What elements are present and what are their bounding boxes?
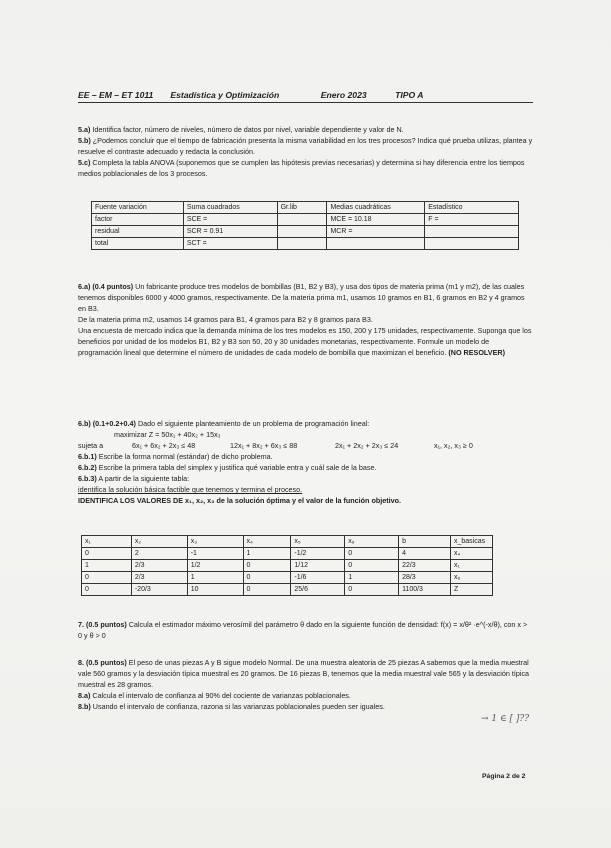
- table-header-cell: x₁: [82, 536, 132, 548]
- table-cell: [277, 238, 327, 250]
- table-cell: 2/3: [131, 560, 187, 572]
- table-row: [82, 560, 493, 572]
- table-cell: x₁: [450, 560, 492, 572]
- table-cell: SCE =: [183, 214, 277, 226]
- table-row: [92, 214, 519, 226]
- table-cell: 0: [243, 560, 291, 572]
- q6a-m2-text: De la materia prima m2, usamos 14 gramos para B1, 4 gramos para B2 y 8 gramos para B3.: [78, 315, 373, 324]
- table-cell: Z: [450, 584, 492, 596]
- table-header-cell: x₆: [345, 536, 399, 548]
- table-cell: 1/12: [291, 560, 345, 572]
- table-header-cell: x₅: [291, 536, 345, 548]
- table-cell: MCE = 10.18: [327, 214, 425, 226]
- exam-date: Enero 2023: [320, 90, 367, 100]
- page-number: Página 2 de 2: [482, 773, 526, 780]
- table-cell: x₄: [450, 548, 492, 560]
- table-header-cell: Gr.lib: [277, 202, 327, 214]
- constraints-row: sujeta a 6x₁ + 6x₂ + 2x₃ ≤ 48 12x₁ + 8x₂ + 6x₃ ≤ 88 2x₁ + 2x₂ + 2x₃ ≤ 24 x₁, x₂, x₃ ≥ 0: [78, 441, 473, 450]
- question-8: 8. (0.5 puntos) El peso de unas piezas A y B sigue modelo Normal. De una muestra aleatoria de 25 piezas A sabemos que la media muestral vale 560 gramos y la desviación típica muestral es 20 gramos. De 16 piezas B, tenemos que la media muestral vale 565 y la desviación típica muestral es 28 gramos. 8.a) Calcula el intervalo de confianza al 90% del cociente de varianzas poblacionales. 8.b) Usando el intervalo de confianza, razona si las varianzas poblacionales pueden ser iguales.: [78, 658, 530, 711]
- q5c: 5.c) Completa la tabla ANOVA (suponemos que se cumplen las hipótesis previas necesarias) y determina si hay diferencia entre los tiempos medios poblacionales de los 3 procesos.: [78, 158, 525, 178]
- table-header-cell: x₂: [131, 536, 187, 548]
- table-cell: 2/3: [131, 572, 187, 584]
- table-cell: [327, 238, 425, 250]
- q6a-market: Una encuesta de mercado indica que la demanda mínima de los tres modelos es 150, 200 y 175 unidades, respectivamente. Suponga que los beneficios por unidad de los modelos B1, B2 y B3 son 50, 20 y 30 unidades monetarias, respectivamente. Formule un modelo de programación lineal que determine el número de unidades de cada modelo de bombilla que maximizan el beneficio. (NO RESOLVER): [78, 326, 532, 357]
- question-7: 7. (0.5 puntos) Calcula el estimador máximo verosímil del parámetro θ dado en la siguiente función de densidad: f(x) = x/θ² ·e^(-x/θ), con x > 0 y θ > 0: [78, 620, 528, 640]
- exam-type: TIPO A: [395, 90, 424, 100]
- q5a: 5.a) Identifica factor, número de niveles, número de datos por nivel, variable dependiente y valor de N.: [78, 125, 404, 134]
- table-cell: 1: [187, 572, 243, 584]
- anova-table: [91, 201, 519, 250]
- table-cell: 0: [243, 572, 291, 584]
- table-header-cell: Suma cuadrados: [183, 202, 277, 214]
- table-cell: 0: [345, 560, 399, 572]
- table-cell: total: [92, 238, 184, 250]
- table-cell: 0: [345, 584, 399, 596]
- table-cell: 1: [345, 572, 399, 584]
- density-formula: f(x) = x/θ² ·e^(-x/θ), con x > 0 y θ > 0: [78, 620, 528, 640]
- question-5: [78, 124, 533, 179]
- table-cell: factor: [92, 214, 184, 226]
- table-cell: F =: [425, 214, 519, 226]
- table-row: [92, 238, 519, 250]
- subject-title: Estadística y Optimización: [170, 90, 280, 100]
- table-cell: 2: [131, 548, 187, 560]
- table-cell: SCT =: [183, 238, 277, 250]
- table-cell: [277, 214, 327, 226]
- table-cell: x₆: [450, 572, 492, 584]
- table-cell: 1/2: [187, 560, 243, 572]
- table-cell: 0: [82, 572, 132, 584]
- table-header-cell: Fuente variación: [92, 202, 184, 214]
- table-cell: [425, 238, 519, 250]
- table-cell: 10: [187, 584, 243, 596]
- table-cell: 1100/3: [399, 584, 451, 596]
- question-6a: 6.a) (0.4 puntos) Un fabricante produce tres modelos de bombillas (B1, B2 y B3), y usa dos tipos de materia prima (m1 y m2), de las cuales tenemos disponibles 6000 y 4000 gramos, respectivamente. De la materia prima m1, usamos 10 gramos en B1, 6 gramos en B2 y 4 gramos en B3. De la materia prima m2, usamos 14 gramos para B1, 4 gramos para B2 y 8 gramos para B3. Una encuesta de mercado indica que la demanda mínima de los tres modelos es 150, 200 y 175 unidades, respectivamente. Suponga que los beneficios por unidad de los modelos B1, B2 y B3 son 50, 20 y 30 unidades monetarias, respectivamente. Formule un modelo de programación lineal que determine el número de unidades de cada modelo de bombilla que maximizan el beneficio. (NO RESOLVER): [78, 282, 532, 357]
- handwritten-note: → 1 ∈ [ ]??: [481, 714, 530, 724]
- table-cell: 0: [82, 584, 132, 596]
- table-cell: 22/3: [399, 560, 451, 572]
- table-cell: 0: [243, 584, 291, 596]
- table-header-cell: x₃: [187, 536, 243, 548]
- question-6b: 6.b) (0.1+0.2+0.4) Dado el siguiente planteamiento de un problema de programación lineal: maximizar Z = 50x₁ + 40x₂ + 15x₃ sujeta a 6x₁ + 6x₂ + 2x₃ ≤ 48 12x₁ + 8x₂ + 6x₃ ≤ 88 2x₁ + 2x₂ + 2x₃ ≤ 24 x₁, x₂, x₃ ≥ 0 6.b.1) Escribe la forma normal (estándar) de dicho problema. 6.b.2) Escribe la primera tabla del simplex y justifica qué variable entra y cuál sale de la base. 6.b.3) A partir de la siguiente tabla: identifica la solución básica factible que tenemos y termina el proceso. IDENTIFICA LOS VALORES DE x₁, x₂, x₃ de la solución óptima y el valor de la función objetivo.: [78, 418, 533, 506]
- table-cell: MCR =: [327, 226, 425, 238]
- table-header-cell: Medias cuadráticas: [327, 202, 425, 214]
- table-cell: 4: [399, 548, 451, 560]
- table-header-cell: b: [399, 536, 451, 548]
- table-cell: 28/3: [399, 572, 451, 584]
- table-cell: 0: [82, 548, 132, 560]
- table-cell: -1: [187, 548, 243, 560]
- table-header-row: [92, 202, 519, 214]
- table-cell: 1: [82, 560, 132, 572]
- course-code: EE – EM – ET 1011: [78, 90, 154, 100]
- table-header-cell: Estadístico: [425, 202, 519, 214]
- simplex-table: [81, 535, 493, 596]
- table-cell: residual: [92, 226, 184, 238]
- table-row: [82, 584, 493, 596]
- exam-header: [78, 90, 533, 103]
- table-header-cell: x₄: [243, 536, 291, 548]
- table-cell: 0: [345, 548, 399, 560]
- table-cell: [277, 226, 327, 238]
- table-row: [92, 226, 519, 238]
- table-cell: 25/6: [291, 584, 345, 596]
- table-header-row: [82, 536, 493, 548]
- table-cell: [425, 226, 519, 238]
- table-row: [82, 572, 493, 584]
- table-header-cell: x_basicas: [450, 536, 492, 548]
- table-row: [82, 548, 493, 560]
- table-cell: 1: [243, 548, 291, 560]
- table-cell: SCR = 0.91: [183, 226, 277, 238]
- q5b: 5.b) ¿Podemos concluir que el tiempo de fabricación presenta la misma variabilidad en los tres procesos? Indica qué prueba utilizas, plantea y resuelve el contraste adecuado y redacta la conclusión.: [78, 136, 533, 156]
- table-cell: -1/6: [291, 572, 345, 584]
- table-cell: -1/2: [291, 548, 345, 560]
- objective-function: maximizar Z = 50x₁ + 40x₂ + 15x₃: [114, 430, 221, 439]
- table-cell: -20/3: [131, 584, 187, 596]
